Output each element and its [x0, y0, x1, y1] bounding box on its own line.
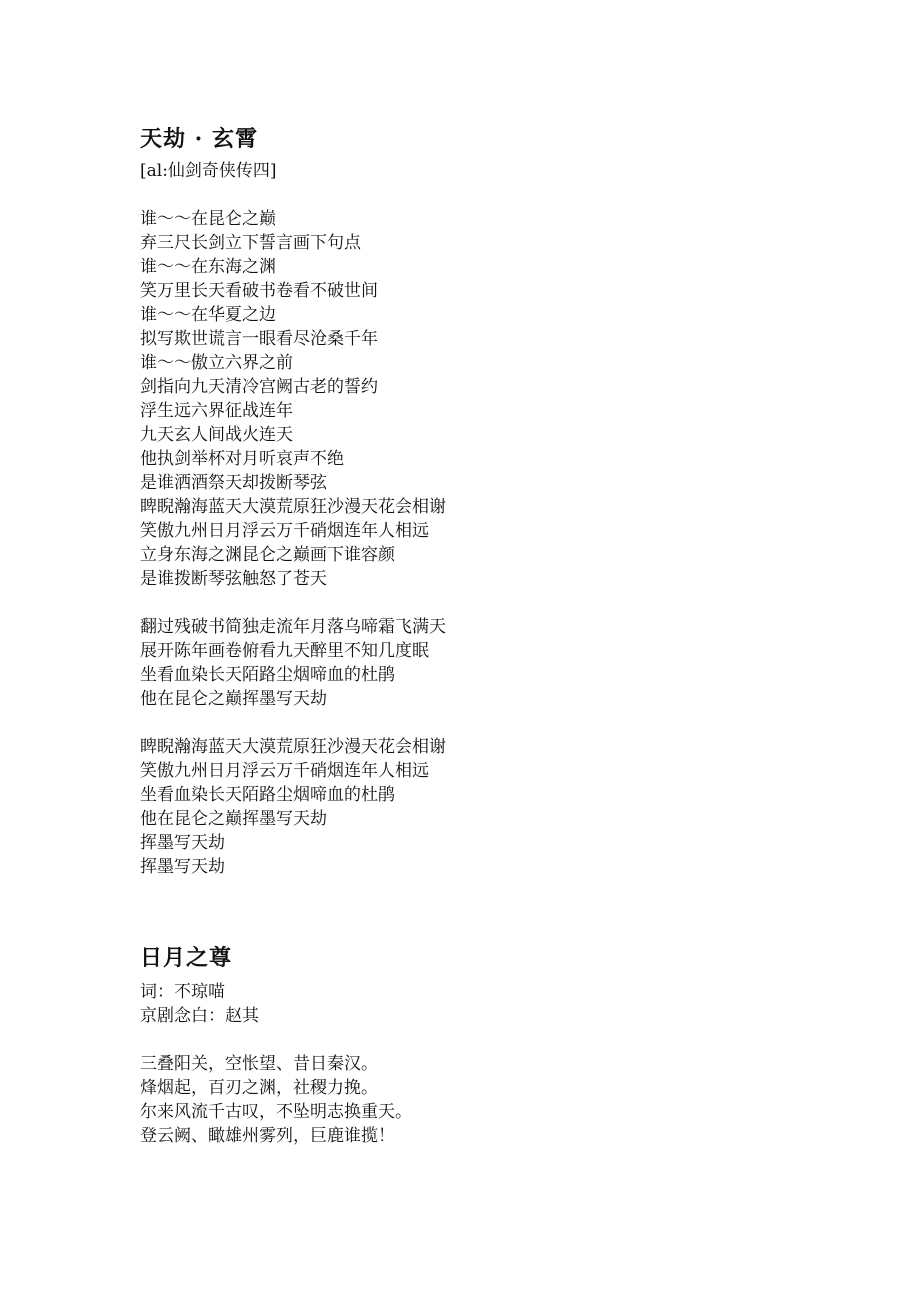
lyric-line: 剑指向九天清冷宫阙古老的誓约 — [140, 377, 378, 397]
credit-line: 词：不琼喵 — [140, 982, 225, 1002]
lyric-line: 拟写欺世谎言一眼看尽沧桑千年 — [140, 329, 378, 349]
album-tag: [al:仙剑奇侠传四] — [140, 161, 277, 181]
lyric-line: 睥睨瀚海蓝天大漠荒原狂沙漫天花会相谢 — [140, 497, 446, 517]
stanza-3 — [140, 735, 446, 879]
lyric-line: 展开陈年画卷俯看九天醉里不知几度眠 — [140, 641, 429, 661]
song-title-riyuezhizun: 日月之尊 — [140, 945, 233, 971]
lyric-line: 立身东海之渊昆仑之巅画下谁容颜 — [140, 545, 395, 565]
stanza-gap — [140, 711, 446, 735]
lyric-line: 睥睨瀚海蓝天大漠荒原狂沙漫天花会相谢 — [140, 737, 446, 757]
lyric-line: 弃三尺长剑立下誓言画下句点 — [140, 233, 361, 253]
lyric-line: 谁～～在东海之渊 — [140, 257, 276, 277]
lyric-line: 他在昆仑之巅挥墨写天劫 — [140, 689, 327, 709]
lyric-line: 三叠阳关，空怅望、昔日秦汉。 — [140, 1054, 378, 1074]
stanza-2 — [140, 615, 446, 711]
credit-line: 京剧念白：赵其 — [140, 1006, 259, 1026]
lyric-line: 挥墨写天劫 — [140, 857, 225, 877]
lyric-line: 谁～～在昆仑之巅 — [140, 209, 276, 229]
lyric-line: 翻过残破书简独走流年月落乌啼霜飞满天 — [140, 617, 446, 637]
lyric-line: 谁～～傲立六界之前 — [140, 353, 293, 373]
lyric-line: 九天玄人间战火连天 — [140, 425, 293, 445]
lyric-line: 笑傲九州日月浮云万千硝烟连年人相远 — [140, 521, 429, 541]
lyric-line: 笑万里长天看破书卷看不破世间 — [140, 281, 378, 301]
song-body-tianjie — [140, 159, 446, 879]
stanza-1 — [140, 1052, 412, 1148]
lyric-line: 尔来风流千古叹，不坠明志换重天。 — [140, 1102, 412, 1122]
lyric-line: 坐看血染长天陌路尘烟啼血的杜鹃 — [140, 785, 395, 805]
lyric-line: 坐看血染长天陌路尘烟啼血的杜鹃 — [140, 665, 395, 685]
lyric-line: 浮生远六界征战连年 — [140, 401, 293, 421]
lyric-line: 他执剑举杯对月听哀声不绝 — [140, 449, 344, 469]
lyric-line: 挥墨写天劫 — [140, 833, 225, 853]
lyric-line: 烽烟起，百刃之渊，社稷力挽。 — [140, 1078, 378, 1098]
song-title-tianjie: 天劫 · 玄霄 — [140, 126, 258, 152]
lyric-line: 笑傲九州日月浮云万千硝烟连年人相远 — [140, 761, 429, 781]
stanza-gap — [140, 1028, 412, 1052]
song-body-riyuezhizun — [140, 980, 412, 1148]
lyric-line: 是谁拨断琴弦触怒了苍天 — [140, 569, 327, 589]
lyric-line: 是谁洒酒祭天却拨断琴弦 — [140, 473, 327, 493]
stanza-gap — [140, 183, 446, 207]
stanza-1 — [140, 207, 446, 591]
lyric-line: 他在昆仑之巅挥墨写天劫 — [140, 809, 327, 829]
lyric-line: 登云阙、瞰雄州雾列，巨鹿谁揽！ — [140, 1126, 395, 1146]
lyric-line: 谁～～在华夏之边 — [140, 305, 276, 325]
stanza-gap — [140, 591, 446, 615]
credits — [140, 980, 412, 1028]
